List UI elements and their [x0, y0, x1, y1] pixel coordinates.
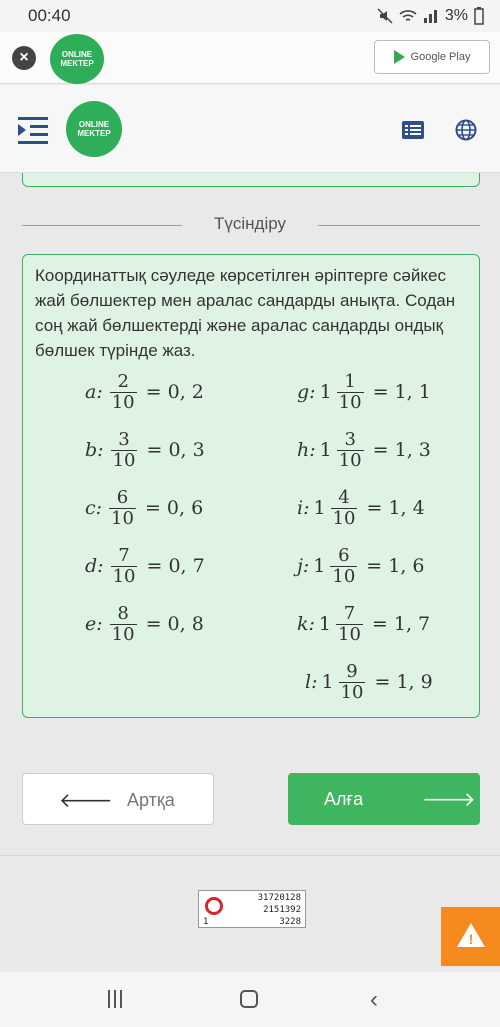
globe-icon[interactable]	[455, 119, 477, 141]
previous-card	[22, 173, 480, 187]
status-bar	[0, 0, 500, 32]
numerator: 3	[344, 428, 356, 450]
back-nav-icon[interactable]: ‹	[370, 986, 378, 1013]
row-label: k:	[297, 613, 315, 635]
fraction-row-i	[297, 485, 425, 531]
visit-counter[interactable]	[198, 890, 306, 928]
denominator: 10	[338, 449, 362, 471]
row-label: j:	[297, 555, 310, 577]
denominator: 10	[112, 449, 136, 471]
explanation-title: Түсіндіру	[213, 214, 286, 233]
denominator: 10	[112, 565, 136, 587]
decimal-result: = 0, 7	[146, 555, 205, 577]
fraction	[111, 546, 138, 587]
header-logo-line1: ONLINE	[78, 120, 110, 129]
counter-line2: 2151392	[263, 905, 301, 915]
row-label: c:	[85, 497, 103, 519]
row-label: l:	[305, 671, 318, 693]
numerator: 6	[338, 544, 350, 566]
recent-apps-icon[interactable]	[108, 990, 122, 1008]
back-button-label: Артқа	[127, 790, 175, 810]
decimal-result: = 1, 1	[372, 381, 431, 403]
whole-part: 1	[319, 439, 332, 461]
counter-line3: 3228	[279, 917, 301, 927]
fraction	[111, 430, 138, 471]
counter-logo-icon	[205, 897, 223, 915]
close-icon[interactable]: ×	[12, 46, 36, 70]
home-icon[interactable]	[240, 990, 258, 1008]
denominator: 10	[338, 391, 362, 413]
denominator: 10	[332, 507, 356, 529]
decimal-result: = 0, 2	[145, 381, 204, 403]
fraction-row-b	[85, 427, 205, 473]
decimal-result: = 0, 3	[146, 439, 205, 461]
row-label: a:	[85, 381, 103, 403]
next-button-label: Алға	[324, 789, 364, 809]
denominator: 10	[338, 623, 361, 645]
header-logo[interactable]	[66, 101, 122, 157]
numerator: 7	[343, 602, 356, 624]
fraction	[336, 604, 363, 645]
whole-part: 1	[313, 497, 326, 519]
menu-icon[interactable]	[18, 117, 50, 143]
numerator: 6	[116, 486, 129, 508]
fraction	[110, 604, 137, 645]
explanation-text: Координаттық сәуледе көрсетілген әріптерге сәйкес жай бөлшектер мен аралас сандарды анықта. Содан соң жай бөлшектерді және аралас сандарды ондық бөлшек түрінде жаз.	[35, 266, 456, 360]
decimal-result: = 0, 6	[144, 497, 204, 519]
report-button[interactable]	[441, 907, 500, 966]
battery-level: 3%	[444, 7, 468, 24]
row-label: i:	[297, 497, 310, 519]
fraction	[337, 372, 364, 413]
denominator: 10	[340, 681, 364, 703]
google-play-button[interactable]	[374, 40, 490, 74]
row-label: g:	[297, 381, 316, 403]
numerator: 7	[118, 544, 130, 566]
whole-part: 1	[319, 381, 332, 403]
row-label: h:	[297, 439, 316, 461]
fraction-row-g	[297, 369, 431, 415]
denominator: 10	[332, 565, 356, 587]
fraction	[330, 546, 357, 587]
fraction-row-k	[297, 601, 430, 647]
decimal-result: = 0, 8	[145, 613, 204, 635]
counter-left-value: 1	[203, 917, 209, 927]
arrow-right-icon: 🡒	[422, 789, 476, 811]
arrow-left-icon: 🡐	[59, 790, 113, 812]
fraction	[110, 372, 137, 413]
google-play-icon	[394, 50, 405, 64]
explanation-card	[22, 254, 480, 718]
signal-icon	[423, 8, 439, 24]
next-button[interactable]	[288, 773, 480, 825]
whole-part: 1	[318, 613, 332, 635]
content-divider	[0, 855, 500, 856]
decimal-result: = 1, 9	[374, 671, 433, 693]
fraction-row-d	[85, 543, 205, 589]
decimal-result: = 1, 3	[372, 439, 431, 461]
fraction	[109, 488, 136, 529]
ad-banner	[0, 32, 500, 84]
ad-logo-line2: MEKTEP	[60, 59, 94, 68]
android-nav-bar	[0, 972, 500, 1027]
whole-part: 1	[321, 671, 334, 693]
fraction	[331, 488, 358, 529]
denominator: 10	[111, 507, 134, 529]
status-icons	[377, 7, 484, 25]
whole-part: 1	[313, 555, 326, 577]
ad-logo-line1: ONLINE	[61, 50, 93, 59]
list-icon[interactable]	[402, 121, 424, 139]
wifi-icon	[399, 8, 417, 24]
fraction	[337, 430, 364, 471]
fraction-row-a	[85, 369, 204, 415]
app-header	[0, 85, 500, 173]
numerator: 2	[117, 370, 129, 392]
counter-line1: 31720128	[257, 893, 301, 903]
fraction-row-j	[297, 543, 425, 589]
fraction	[339, 662, 366, 703]
fraction-row-e	[85, 601, 204, 647]
decimal-result: = 1, 7	[371, 613, 431, 635]
fraction-row-l	[305, 659, 433, 705]
battery-icon	[474, 7, 484, 25]
status-time: 00:40	[28, 6, 71, 25]
denominator: 10	[111, 623, 135, 645]
numerator: 4	[338, 486, 350, 508]
mute-icon	[377, 8, 393, 24]
header-logo-line2: MEKTEP	[77, 129, 111, 138]
numerator: 3	[118, 428, 130, 450]
fraction-row-c	[85, 485, 203, 531]
denominator: 10	[111, 391, 135, 413]
ad-logo[interactable]	[50, 34, 104, 84]
fraction-row-h	[297, 427, 431, 473]
row-label: b:	[85, 439, 104, 461]
row-label: e:	[85, 613, 103, 635]
back-button[interactable]	[22, 773, 214, 825]
warning-mark: !	[468, 931, 474, 947]
google-play-label: Google Play	[410, 51, 471, 63]
decimal-result: = 1, 6	[366, 555, 425, 577]
numerator: 9	[346, 660, 358, 682]
numerator: 1	[344, 370, 356, 392]
numerator: 8	[117, 602, 129, 624]
row-label: d:	[85, 555, 104, 577]
decimal-result: = 1, 4	[366, 497, 425, 519]
